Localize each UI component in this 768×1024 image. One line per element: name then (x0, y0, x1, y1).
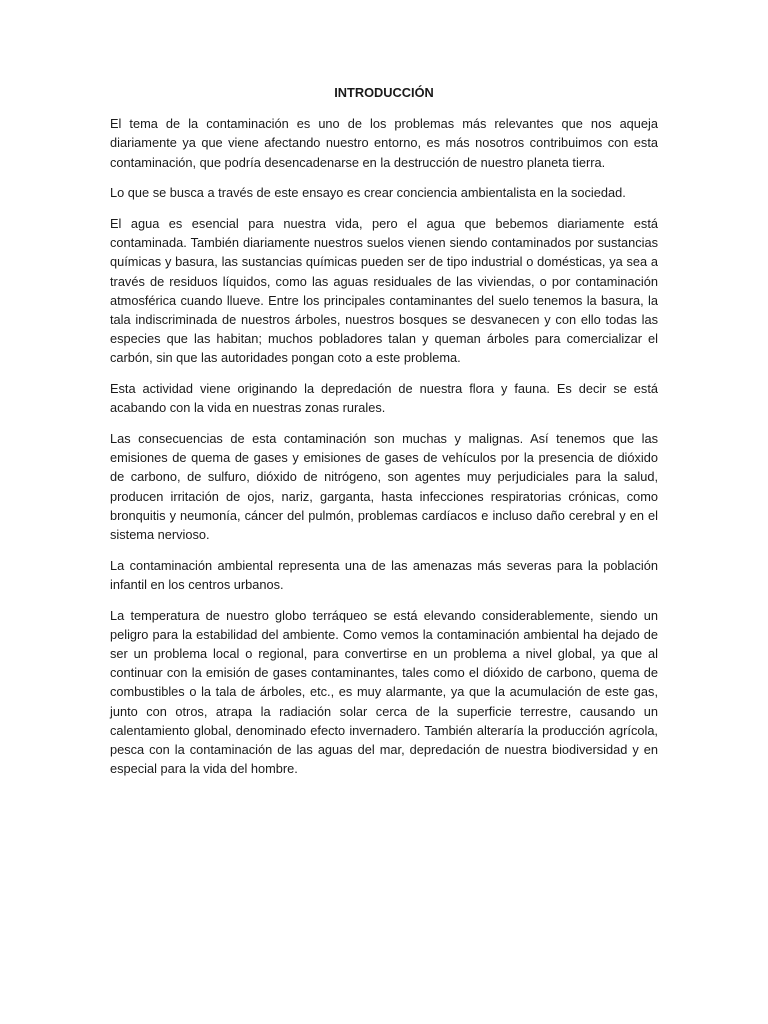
document-body (110, 83, 658, 790)
paragraph: El agua es esencial para nuestra vida, pero el agua que bebemos diariamente está contaminada. También diariamente nuestros suelos vienen siendo contaminados por sustancias químicas y basura, las sustancias químicas pueden ser de tipo industrial o domésticas, ya sea a través de residuos líquidos, como las aguas residuales de las viviendas, o por contaminación atmosférica cuando llueve. Entre los principales contaminantes del suelo tenemos la basura, la tala indiscriminada de nuestros árboles, nuestros bosques se desvanecen y con ello todas las especies que las habitan; muchos pobladores talan y queman árboles para comercializar el carbón, sin que las autoridades pongan coto a este problema. (110, 216, 658, 366)
paragraph: Las consecuencias de esta contaminación son muchas y malignas. Así tenemos que las emisiones de quema de gases y emisiones de gases de vehículos por la presencia de dióxido de carbono, de sulfuro, dióxido de nitrógeno, son agentes muy perjudiciales para la salud, producen irritación de ojos, nariz, garganta, hasta infecciones respiratorias crónicas, como bronquitis y neumonía, cáncer del pulmón, problemas cardíacos e incluso daño cerebral y en el sistema nervioso. (110, 431, 658, 543)
paragraph: El tema de la contaminación es uno de los problemas más relevantes que nos aqueja diariamente ya que viene afectando nuestro entorno, es más nosotros contribuimos con esta contaminación, que podría desencadenarse en la destrucción de nuestro planeta tierra. (110, 116, 658, 170)
paragraph: La contaminación ambiental representa una de las amenazas más severas para la población infantil en los centros urbanos. (110, 557, 658, 592)
paragraph: Lo que se busca a través de este ensayo es crear conciencia ambientalista en la sociedad. (110, 185, 626, 201)
paragraph: La temperatura de nuestro globo terráqueo se está elevando considerablemente, siendo un peligro para la estabilidad del ambiente. Como vemos la contaminación ambiental ha dejado de ser un problema local o regional, para convertirse en un problema a nivel global, ya que al continuar con la emisión de gases contaminantes, tales como el dióxido de carbono, quema de combustibles o la tala de árboles, etc., es muy alarmante, ya que la acumulación de este gas, junto con otros, atrapa la radiación solar cerca de la superficie terrestre, causando un calentamiento global, denominado efecto invernadero. También alteraría la producción agrícola, pesca con la contaminación de las aguas del mar, depredación de nuestra biodiversidad y en especial para la vida del hombre. (110, 607, 658, 777)
paragraph: Esta actividad viene originando la depredación de nuestra flora y fauna. Es decir se está acabando con la vida en nuestras zonas rurales. (110, 381, 658, 416)
document-title: INTRODUCCIÓN (334, 85, 434, 100)
